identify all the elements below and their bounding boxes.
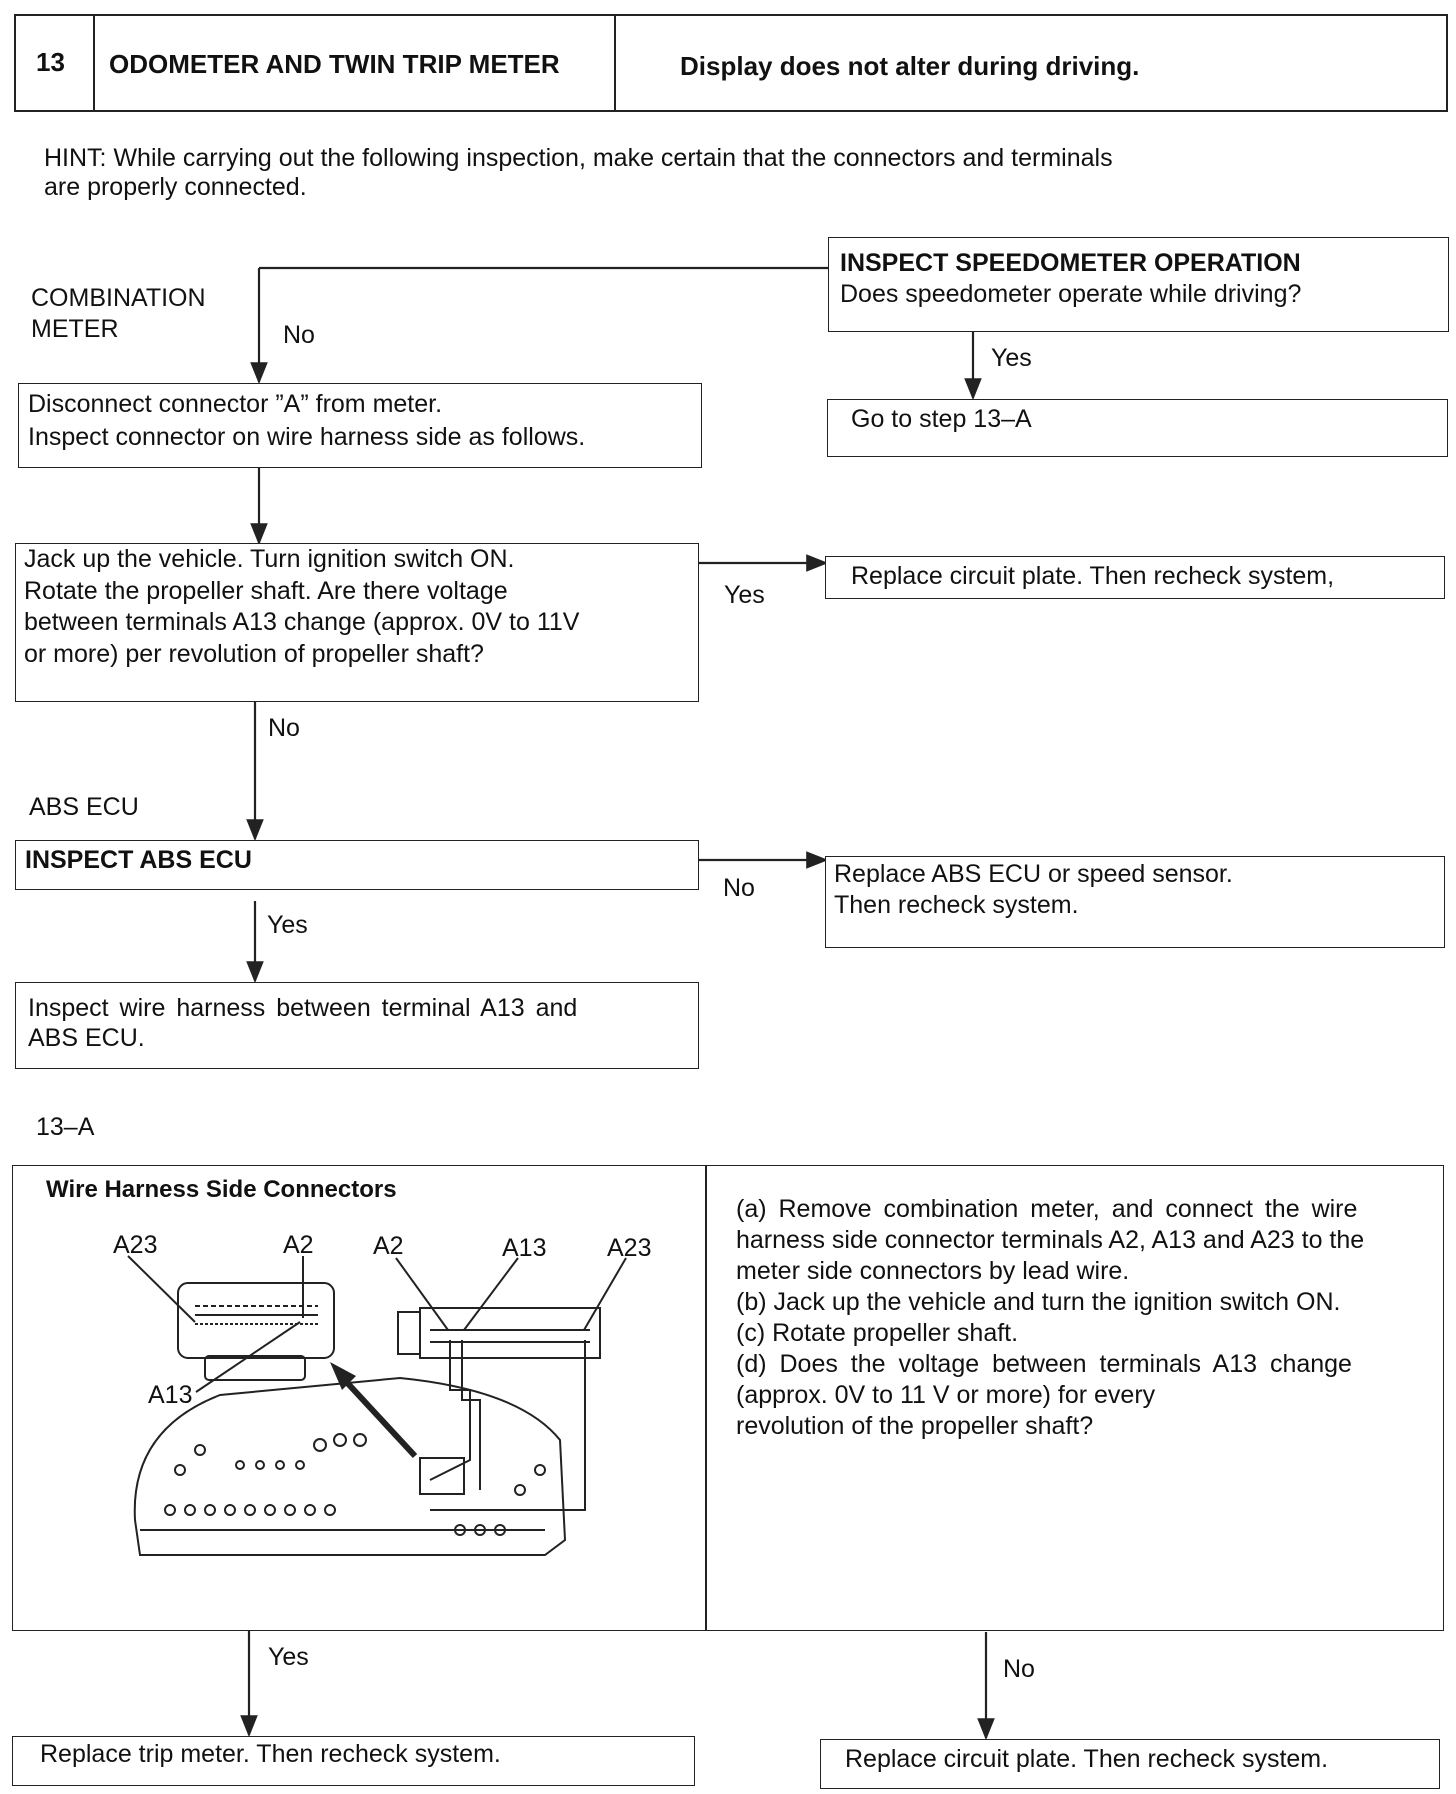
instruction-d-line-2: (approx. 0V to 11 V or more) for every	[736, 1381, 1156, 1409]
callout-a13-left: A13	[148, 1381, 193, 1409]
result-yes-text: Replace trip meter. Then recheck system.	[40, 1740, 501, 1768]
step-13a-label: 13–A	[36, 1113, 95, 1141]
label-abs-yes: Yes	[267, 911, 308, 939]
instruction-a-line-2: harness side connector terminals A2, A13 and A23 to the	[736, 1226, 1365, 1254]
callout-a2-right: A2	[373, 1232, 404, 1260]
label-combination-meter-2: METER	[31, 315, 119, 343]
inspect-harness-line-1: Inspect wire harness between terminal A13 and	[28, 994, 578, 1022]
meter-connector-body	[420, 1308, 600, 1358]
instruction-c: (c) Rotate propeller shaft.	[736, 1319, 1019, 1347]
hint-line-2: are properly connected.	[44, 173, 307, 201]
step-number: 13	[36, 47, 65, 77]
symptom-text: Display does not alter during driving.	[680, 51, 1140, 81]
goto-step-text: Go to step 13–A	[851, 405, 1032, 433]
figure-title: Wire Harness Side Connectors	[46, 1176, 397, 1203]
label-abs-no: No	[723, 874, 755, 902]
label-13a-no: No	[1003, 1655, 1035, 1683]
replace-abs-line-2: Then recheck system.	[834, 891, 1079, 919]
jack-line-1: Jack up the vehicle. Turn ignition switch ON.	[24, 545, 515, 573]
label-speedo-yes: Yes	[991, 344, 1032, 372]
label-13a-yes: Yes	[268, 1643, 309, 1671]
label-jack-yes: Yes	[724, 581, 765, 609]
disconnect-line-2: Inspect connector on wire harness side as follows.	[28, 423, 586, 451]
jack-line-2: Rotate the propeller shaft. Are there voltage	[24, 577, 508, 605]
jack-line-3: between terminals A13 change (approx. 0V to 11V	[24, 608, 580, 636]
replace-circuit-plate-text-1: Replace circuit plate. Then recheck system,	[851, 562, 1335, 590]
instruction-b: (b) Jack up the vehicle and turn the ignition switch ON.	[736, 1288, 1341, 1316]
label-combination-meter: COMBINATION	[31, 284, 206, 312]
combination-meter-outline	[135, 1378, 565, 1555]
callout-a23-left: A23	[113, 1231, 158, 1259]
instruction-d-line-1: (d) Does the voltage between terminals A13 change	[736, 1350, 1352, 1378]
harness-connector-body	[178, 1283, 334, 1358]
inspect-speedometer-question: Does speedometer operate while driving?	[840, 280, 1302, 308]
instruction-a-line-3: meter side connectors by lead wire.	[736, 1257, 1130, 1285]
callout-a23-right: A23	[607, 1234, 652, 1262]
label-speedo-no: No	[283, 321, 315, 349]
label-abs-ecu: ABS ECU	[29, 793, 139, 821]
connector-illustration	[0, 0, 720, 1620]
inspect-harness-line-2: ABS ECU.	[28, 1024, 145, 1052]
instruction-d-line-3: revolution of the propeller shaft?	[736, 1412, 1094, 1440]
callout-a13-right: A13	[502, 1234, 547, 1262]
instruction-a-line-1: (a) Remove combination meter, and connect the wire	[736, 1195, 1358, 1223]
section-title: ODOMETER AND TWIN TRIP METER	[109, 49, 560, 79]
result-no-text: Replace circuit plate. Then recheck system.	[845, 1745, 1329, 1773]
callout-a2-left: A2	[283, 1231, 314, 1259]
disconnect-line-1: Disconnect connector ”A” from meter.	[28, 390, 443, 418]
hint-line-1: HINT: While carrying out the following inspection, make certain that the connectors and terminals	[44, 144, 1113, 172]
jack-line-4: or more) per revolution of propeller shaft?	[24, 640, 484, 668]
inspect-abs-title: INSPECT ABS ECU	[25, 846, 252, 874]
label-jack-no: No	[268, 714, 300, 742]
replace-abs-line-1: Replace ABS ECU or speed sensor.	[834, 860, 1233, 888]
inspect-speedometer-title: INSPECT SPEEDOMETER OPERATION	[840, 249, 1301, 277]
